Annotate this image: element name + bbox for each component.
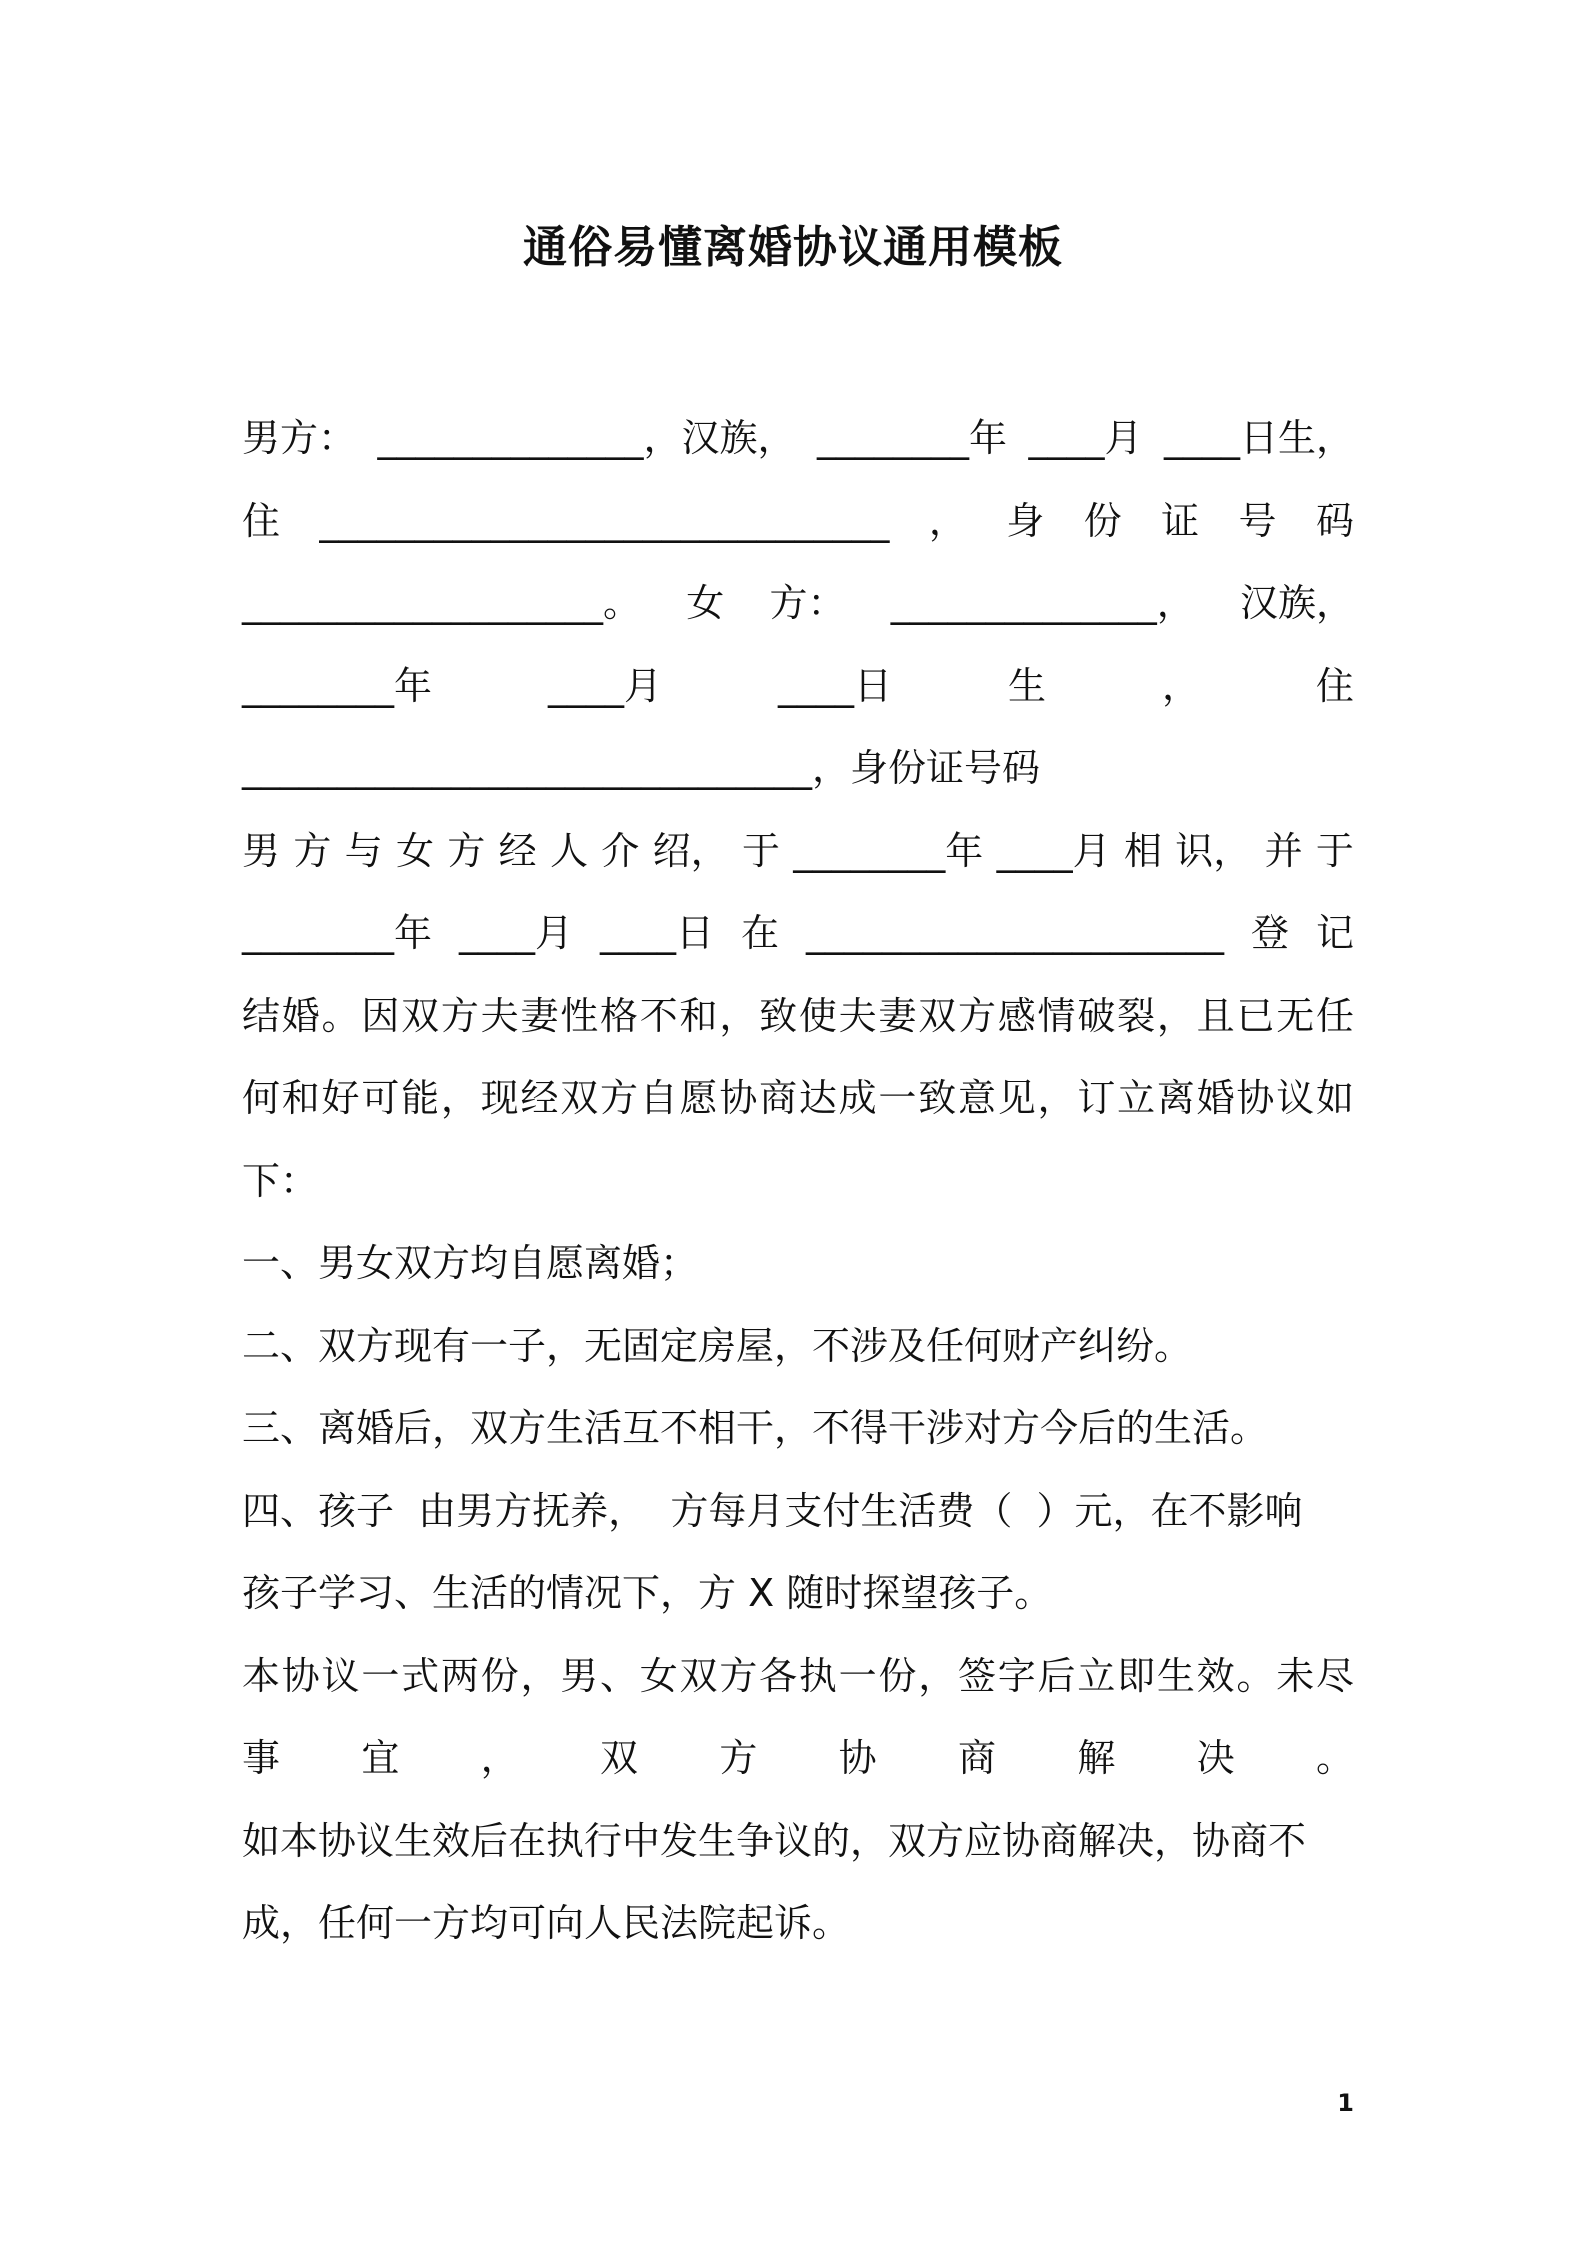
- line-segment: 于: [741, 829, 780, 873]
- line-text: 成，任何一方均可向人民法院起诉。: [242, 1901, 851, 1945]
- line-segment: 份: [1083, 499, 1122, 543]
- line-segment: 女: [395, 829, 434, 873]
- line-segment: 人: [549, 829, 588, 873]
- line-segment: 登: [1250, 911, 1289, 955]
- line-segment: ______________，: [890, 581, 1195, 625]
- document-line: [242, 491, 1354, 551]
- line-text: 如本协议生效后在执行中发生争议的，双方应协商解决，协商不: [242, 1819, 1307, 1863]
- document-line: [242, 1893, 1354, 1953]
- line-segment: 经: [498, 829, 537, 873]
- line-segment: ______________________: [806, 911, 1224, 955]
- line-text: 二、双方现有一子，无固定房屋，不涉及任何财产纠纷。: [242, 1324, 1193, 1368]
- document-line: [242, 1563, 1354, 1623]
- line-segment: 并: [1264, 829, 1303, 873]
- line-text: 孩子学习、生活的情况下，方 X 随时探望孩子。: [242, 1571, 1053, 1615]
- line-text: ______________________________，身份证号码: [242, 746, 1041, 790]
- document-line: [242, 1398, 1354, 1458]
- line-segment: ________年: [242, 664, 433, 708]
- line-segment: 方：: [769, 581, 846, 625]
- line-segment: ______________，汉族，: [377, 416, 796, 460]
- line-segment: ，: [1161, 664, 1200, 708]
- line-text: 何和好可能，现经双方自愿协商达成一致意见，订立离婚协议如: [242, 1076, 1356, 1120]
- line-segment: ____日: [600, 911, 715, 955]
- line-segment: ______________________________: [319, 499, 890, 543]
- line-segment: 记: [1315, 911, 1354, 955]
- document-line: [242, 738, 1354, 798]
- line-segment: 介: [601, 829, 640, 873]
- document-line: [242, 1646, 1354, 1706]
- document-line: [242, 656, 1354, 716]
- line-segment: ____月: [996, 829, 1111, 873]
- document-line: [242, 1151, 1354, 1211]
- document-line: [242, 1811, 1354, 1871]
- document-line: [242, 1481, 1354, 1541]
- line-segment: 号: [1238, 499, 1277, 543]
- document-line: [242, 1068, 1354, 1128]
- line-text: 事宜，双方协商解决。: [242, 1736, 1436, 1780]
- line-segment: ________年: [816, 416, 1007, 460]
- line-segment: 方: [293, 829, 332, 873]
- document-line: [242, 903, 1354, 963]
- line-segment: ________年: [793, 829, 984, 873]
- line-segment: 于: [1315, 829, 1354, 873]
- line-text: 结婚。因双方夫妻性格不和，致使夫妻双方感情破裂，且已无任: [242, 994, 1356, 1038]
- document-line: [242, 573, 1354, 633]
- line-segment: 住: [1315, 664, 1354, 708]
- document-line: [242, 986, 1354, 1046]
- line-text: 本协议一式两份，男、女双方各执一份，签字后立即生效。未尽: [242, 1654, 1356, 1698]
- line-segment: 女: [686, 581, 725, 625]
- line-segment: 在: [741, 911, 780, 955]
- document-line: [242, 821, 1354, 881]
- document-line: [242, 1233, 1354, 1293]
- line-segment: ____日: [777, 664, 892, 708]
- line-segment: ___________________。: [242, 581, 642, 625]
- document-title: 通俗易懂离婚协议通用模板: [523, 222, 1063, 273]
- document-line: [242, 1728, 1436, 1788]
- line-segment: ____月: [459, 911, 574, 955]
- line-segment: 身: [1006, 499, 1045, 543]
- line-text: 四、孩子 由男方抚养， 方每月支付生活费（ ）元，在不影响: [242, 1489, 1303, 1533]
- line-text: 三、离婚后，双方生活互不相干，不得干涉对方今后的生活。: [242, 1406, 1269, 1450]
- line-segment: 汉族，: [1239, 581, 1354, 625]
- line-text: 一、男女双方均自愿离婚；: [242, 1241, 699, 1285]
- line-segment: 码: [1315, 499, 1354, 543]
- document-line: [242, 408, 1354, 468]
- line-segment: 男: [242, 829, 281, 873]
- line-segment: 生: [1007, 664, 1046, 708]
- line-segment: 证: [1161, 499, 1200, 543]
- line-segment: 男方：: [242, 416, 357, 460]
- line-segment: 方: [447, 829, 486, 873]
- line-segment: ____月: [547, 664, 662, 708]
- page-number: 1: [1337, 2089, 1354, 2117]
- line-segment: ____日生，: [1163, 416, 1354, 460]
- line-segment: 识，: [1175, 829, 1252, 873]
- document-line: [242, 1316, 1354, 1376]
- line-segment: ____月: [1028, 416, 1143, 460]
- line-segment: 绍，: [652, 829, 729, 873]
- line-segment: ，: [928, 499, 967, 543]
- line-text: 下：: [242, 1159, 319, 1203]
- line-segment: ________年: [242, 911, 433, 955]
- line-segment: 与: [344, 829, 383, 873]
- line-segment: 住: [242, 499, 281, 543]
- line-segment: 相: [1123, 829, 1162, 873]
